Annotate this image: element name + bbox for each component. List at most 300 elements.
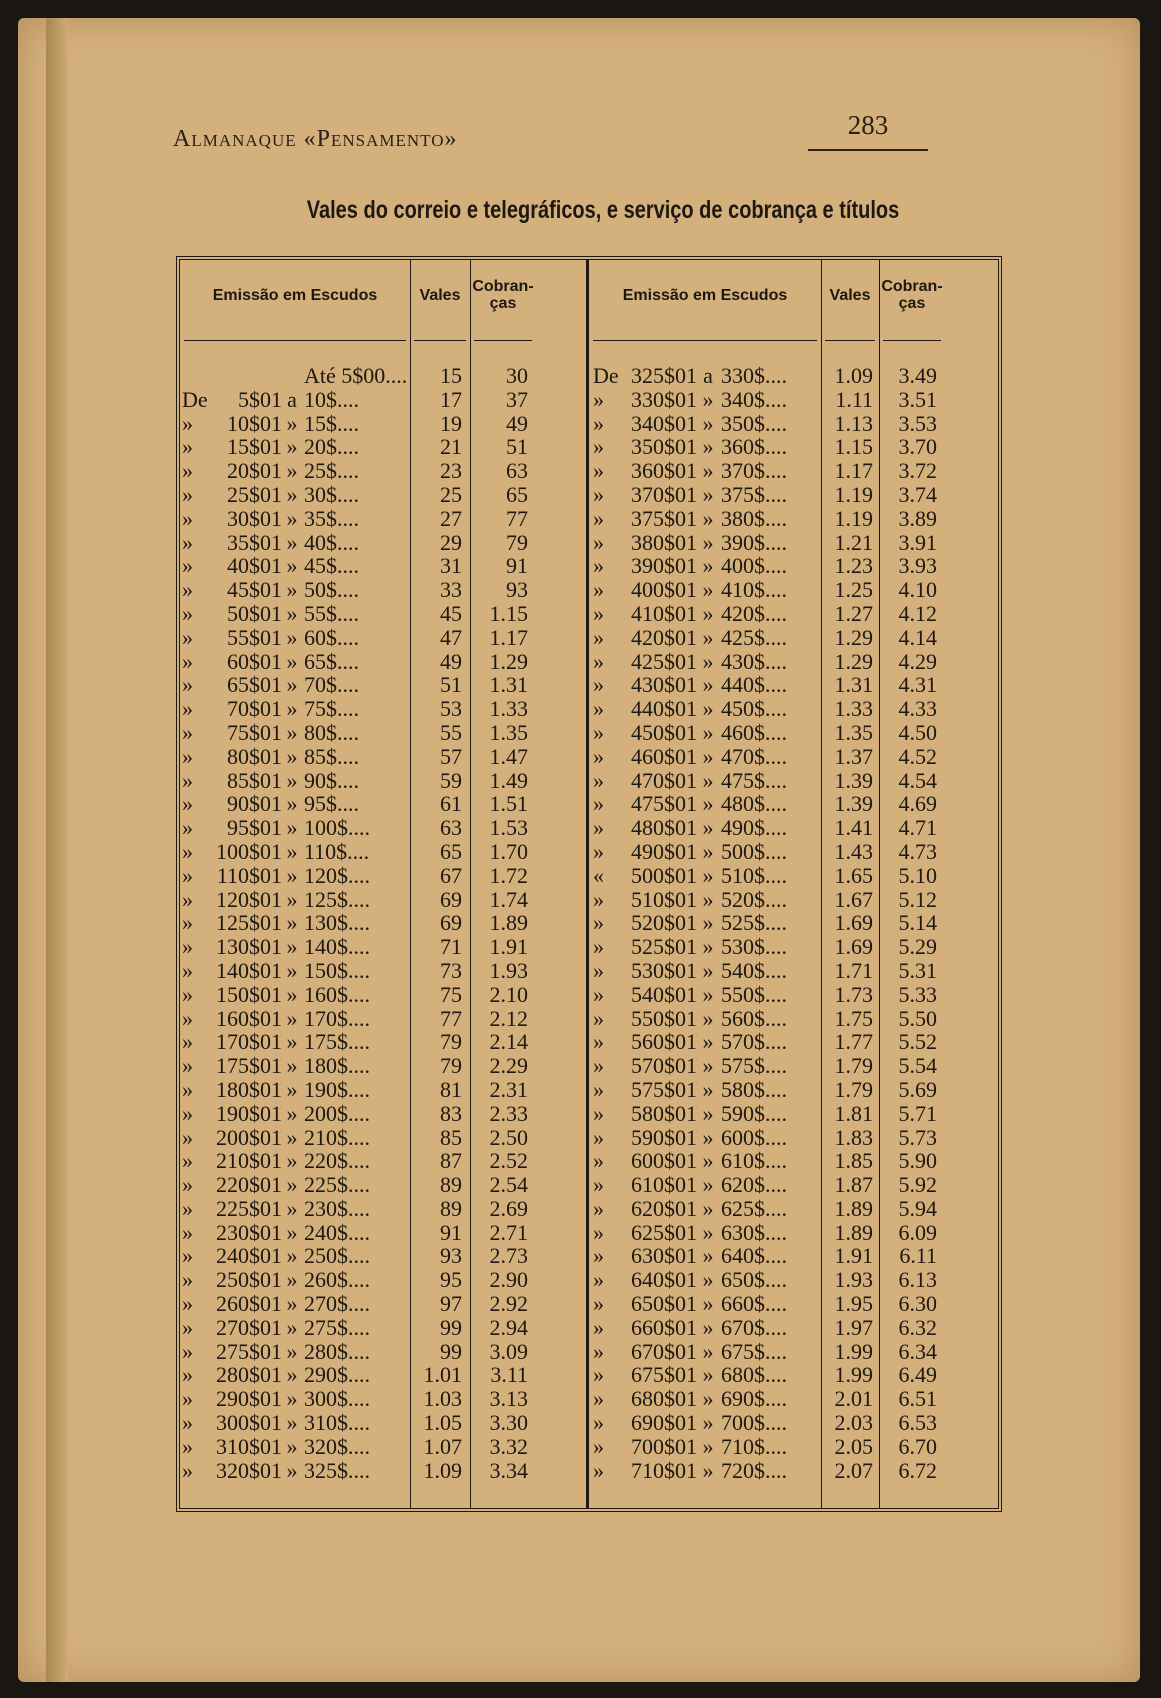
range-prefix: » [182,934,193,960]
range-connector: » [286,981,298,1007]
vales-value: 1.41 [834,815,873,841]
cobrancas-value: 3.51 [898,386,937,412]
range-prefix: » [593,553,604,579]
table-row [589,483,1001,507]
range-to: 500$.... [721,838,787,864]
range-from: 710$01 [631,1457,697,1483]
range-connector: » [702,1100,714,1126]
range-to: 360$.... [721,434,787,460]
table-row [589,1363,1001,1387]
range-to: 30$.... [304,481,359,507]
range-to: 625$.... [721,1195,787,1221]
cobrancas-value: 1.53 [489,815,528,841]
table-row [180,1007,586,1031]
range-prefix: De [182,386,208,412]
vales-value: 45 [440,600,462,626]
range-prefix: » [593,1005,604,1031]
cobrancas-value: 2.31 [489,1076,528,1102]
range-connector: a [287,386,297,412]
vales-value: 1.81 [834,1100,873,1126]
range-to: 140$.... [304,934,370,960]
range-connector: » [702,696,714,722]
range-prefix: » [593,410,604,436]
table-row [180,1411,586,1435]
range-from: 210$01 [216,1148,282,1174]
range-to: 80$.... [304,719,359,745]
range-connector: » [702,458,714,484]
range-from: 700$01 [631,1433,697,1459]
range-from: 440$01 [631,696,697,722]
range-prefix: » [182,1267,193,1293]
table-row [589,840,1001,864]
range-connector: » [702,553,714,579]
range-prefix: » [593,1029,604,1055]
range-from: 65$01 [227,672,282,698]
cobrancas-value: 2.69 [489,1195,528,1221]
col-header-vales: Vales [419,286,461,304]
vales-value: 73 [440,957,462,983]
range-to: 550$.... [721,981,787,1007]
table-row [589,1149,1001,1173]
vales-value: 1.75 [834,1005,873,1031]
range-from: 120$01 [216,886,282,912]
table-row [180,1173,586,1197]
range-prefix: » [182,624,193,650]
range-prefix: » [593,624,604,650]
cobrancas-value: 4.33 [898,696,937,722]
table-row [180,1197,586,1221]
vales-value: 1.01 [423,1362,462,1388]
range-from: 610$01 [631,1172,697,1198]
page-number: 283 [808,110,928,151]
left-rows [180,364,586,1482]
range-prefix: » [593,934,604,960]
range-from: 300$01 [216,1410,282,1436]
range-from: 15$01 [227,434,282,460]
table-row [180,507,586,531]
range-connector: » [702,981,714,1007]
cobrancas-value: 4.73 [898,838,937,864]
table-row [589,578,1001,602]
range-connector: a [703,363,713,388]
range-connector: » [286,458,298,484]
range-connector: » [286,553,298,579]
table-row [589,1221,1001,1245]
table-row [180,1102,586,1126]
range-connector: » [286,1029,298,1055]
vales-value: 1.37 [834,743,873,769]
header-rule [593,340,817,341]
table-row [180,1221,586,1245]
vales-value: 1.69 [834,934,873,960]
vales-value: 1.89 [834,1195,873,1221]
range-to: 325$.... [304,1457,370,1483]
cobrancas-value: 93 [506,577,528,603]
range-from: 130$01 [216,934,282,960]
range-prefix: » [593,648,604,674]
vales-value: 1.03 [423,1386,462,1412]
cobrancas-value: 3.53 [898,410,937,436]
range-to: 180$.... [304,1053,370,1079]
range-prefix: » [182,981,193,1007]
vales-value: 31 [440,553,462,579]
vales-value: 59 [440,767,462,793]
range-to: 490$.... [721,815,787,841]
cobrancas-value: 5.52 [898,1029,937,1055]
vales-value: 1.09 [834,363,873,388]
range-to: 150$.... [304,957,370,983]
cobrancas-value: 6.11 [899,1243,937,1269]
range-connector: » [702,862,714,888]
table-row [180,1244,586,1268]
range-to: 65$.... [304,648,359,674]
range-to: 580$.... [721,1076,787,1102]
table-row [589,745,1001,769]
vales-value: 1.39 [834,791,873,817]
table-right-half [586,260,1001,1508]
range-prefix: » [593,1338,604,1364]
table-row [180,959,586,983]
table-row [180,911,586,935]
range-connector: » [286,648,298,674]
vales-value: 71 [440,934,462,960]
range-to: 570$.... [721,1029,787,1055]
vales-value: 1.87 [834,1172,873,1198]
range-prefix: » [593,1148,604,1174]
range-connector: » [702,386,714,412]
range-connector: » [702,1195,714,1221]
range-connector: » [702,529,714,555]
range-connector: » [286,1386,298,1412]
range-prefix: » [593,1291,604,1317]
range-connector: » [286,600,298,626]
vales-value: 95 [440,1267,462,1293]
range-to: 200$.... [304,1100,370,1126]
range-from: 170$01 [216,1029,282,1055]
cobrancas-value: 77 [506,505,528,531]
table-row [180,1435,586,1459]
vales-value: 49 [440,648,462,674]
table-row [180,935,586,959]
cobrancas-value: 1.51 [489,791,528,817]
range-connector: » [702,1243,714,1269]
range-connector: » [702,957,714,983]
vales-value: 2.03 [834,1410,873,1436]
vales-value: 2.07 [834,1457,873,1483]
range-from: 10$01 [227,410,282,436]
range-to: 480$.... [721,791,787,817]
range-to: 610$.... [721,1148,787,1174]
cobrancas-value: 2.33 [489,1100,528,1126]
table-row [589,1387,1001,1411]
range-from: 650$01 [631,1291,697,1317]
range-connector: » [286,1410,298,1436]
cobrancas-value: 5.71 [898,1100,937,1126]
range-prefix: » [182,719,193,745]
vales-value: 1.67 [834,886,873,912]
cobrancas-value: 6.30 [898,1291,937,1317]
range-from: 330$01 [631,386,697,412]
cobrancas-value: 3.11 [490,1362,528,1388]
table-row [180,1292,586,1316]
cobrancas-value: 4.31 [898,672,937,698]
range-prefix: » [182,458,193,484]
cobrancas-value: 3.91 [898,529,937,555]
range-prefix: » [593,1243,604,1269]
range-prefix: » [593,767,604,793]
book-page [18,18,1140,1682]
cobrancas-value: 5.73 [898,1124,937,1150]
vales-value: 93 [440,1243,462,1269]
cobrancas-value: 3.74 [898,481,937,507]
range-prefix: » [593,577,604,603]
range-connector: » [286,862,298,888]
table-row [589,1268,1001,1292]
range-connector: » [286,910,298,936]
table-row [180,840,586,864]
vales-value: 1.19 [834,505,873,531]
vales-value: 1.15 [834,434,873,460]
range-to: 420$.... [721,600,787,626]
range-prefix: » [593,1219,604,1245]
range-to: 560$.... [721,1005,787,1031]
cobrancas-value: 1.70 [489,838,528,864]
range-connector: » [702,743,714,769]
range-prefix: » [182,434,193,460]
range-to: 330$.... [721,363,787,388]
table-row [589,1078,1001,1102]
range-to: 240$.... [304,1219,370,1245]
range-connector: » [702,577,714,603]
range-to: 600$.... [721,1124,787,1150]
range-connector: » [702,1338,714,1364]
cobrancas-value: 2.29 [489,1053,528,1079]
vales-value: 1.89 [834,1219,873,1245]
range-from: 190$01 [216,1100,282,1126]
range-prefix: » [182,1243,193,1269]
vales-value: 1.33 [834,696,873,722]
table-row [589,983,1001,1007]
table-row [180,483,586,507]
vales-value: 1.17 [834,458,873,484]
table-row [589,721,1001,745]
range-connector: » [286,815,298,841]
range-prefix: » [593,719,604,745]
range-from: 70$01 [227,696,282,722]
table-row [589,959,1001,983]
range-from: 100$01 [216,838,282,864]
table-row [589,1197,1001,1221]
vales-value: 55 [440,719,462,745]
range-connector: » [702,1433,714,1459]
cobrancas-value: 2.92 [489,1291,528,1317]
range-from: 380$01 [631,529,697,555]
range-prefix: » [182,791,193,817]
range-prefix: » [182,481,193,507]
vales-value: 1.43 [834,838,873,864]
cobrancas-value: 1.31 [489,672,528,698]
col-header-cobrancas: Cobran-ças [472,278,534,312]
range-prefix: » [182,838,193,864]
cobrancas-value: 63 [506,458,528,484]
range-from: 225$01 [216,1195,282,1221]
range-from: 410$01 [631,600,697,626]
range-prefix: » [593,743,604,769]
range-prefix: » [593,1172,604,1198]
range-to: 45$.... [304,553,359,579]
table-row [180,745,586,769]
running-header: Almanaque «Pensamento» [173,126,458,152]
range-from: 230$01 [216,1219,282,1245]
vales-value: 89 [440,1172,462,1198]
range-connector: » [286,1291,298,1317]
range-prefix: » [182,1386,193,1412]
range-prefix: » [182,743,193,769]
range-from: 340$01 [631,410,697,436]
range-prefix: » [182,1029,193,1055]
vales-value: 1.79 [834,1076,873,1102]
range-from: 660$01 [631,1314,697,1340]
cobrancas-value: 1.47 [489,743,528,769]
range-prefix: » [593,791,604,817]
vales-value: 1.39 [834,767,873,793]
range-connector: » [286,791,298,817]
table-row [589,888,1001,912]
range-prefix: » [182,1172,193,1198]
table-row [180,1340,586,1364]
table-row [589,673,1001,697]
range-connector: » [702,791,714,817]
table-row [180,1316,586,1340]
range-prefix: » [593,386,604,412]
range-prefix: » [182,1100,193,1126]
range-connector: » [286,1314,298,1340]
vales-value: 1.73 [834,981,873,1007]
vales-value: 69 [440,910,462,936]
vales-value: 1.97 [834,1314,873,1340]
range-from: 320$01 [216,1457,282,1483]
range-from: 270$01 [216,1314,282,1340]
range-to: 40$.... [304,529,359,555]
range-prefix: » [182,577,193,603]
range-to: 400$.... [721,553,787,579]
table-row [589,554,1001,578]
cobrancas-value: 2.10 [489,981,528,1007]
range-from: 675$01 [631,1362,697,1388]
range-to: 450$.... [721,696,787,722]
table-row [180,697,586,721]
range-from: 400$01 [631,577,697,603]
vales-value: 25 [440,481,462,507]
range-connector: » [702,600,714,626]
cobrancas-value: 5.29 [898,934,937,960]
range-to: 170$.... [304,1005,370,1031]
cobrancas-value: 5.90 [898,1148,937,1174]
cobrancas-value: 5.12 [898,886,937,912]
range-prefix: » [593,1362,604,1388]
range-to: 110$.... [304,838,370,864]
range-connector: » [702,481,714,507]
table-row [180,721,586,745]
vales-value: 1.95 [834,1291,873,1317]
range-to: 700$.... [721,1410,787,1436]
range-from: 240$01 [216,1243,282,1269]
vales-value: 1.19 [834,481,873,507]
range-prefix: » [182,957,193,983]
table-row [180,1459,586,1483]
header-rule [414,340,466,341]
table-row [589,1030,1001,1054]
range-prefix: » [182,1076,193,1102]
range-to: 520$.... [721,886,787,912]
table-row [589,1102,1001,1126]
range-to: 300$.... [304,1386,370,1412]
range-connector: » [702,648,714,674]
vales-value: 1.69 [834,910,873,936]
range-from: 620$01 [631,1195,697,1221]
range-prefix: » [182,1338,193,1364]
cobrancas-value: 65 [506,481,528,507]
range-to: 640$.... [721,1243,787,1269]
vales-value: 83 [440,1100,462,1126]
range-connector: » [702,1029,714,1055]
range-prefix: » [593,886,604,912]
range-connector: » [286,934,298,960]
range-from: 500$01 [631,862,697,888]
range-from: 30$01 [227,505,282,531]
vales-value: 99 [440,1338,462,1364]
table-row [180,1149,586,1173]
table-row [180,1078,586,1102]
vales-value: 1.91 [834,1243,873,1269]
vales-value: 69 [440,886,462,912]
cobrancas-value: 6.51 [898,1386,937,1412]
range-prefix: » [182,1433,193,1459]
range-from: 425$01 [631,648,697,674]
range-prefix: » [593,981,604,1007]
header-rule [184,340,406,341]
cobrancas-value: 3.49 [898,363,937,388]
range-from: 375$01 [631,505,697,531]
table-row [589,1316,1001,1340]
range-to: 10$.... [304,386,359,412]
range-prefix: » [182,1053,193,1079]
range-connector: » [702,1457,714,1483]
range-to: 575$.... [721,1053,787,1079]
cobrancas-value: 1.35 [489,719,528,745]
range-prefix: » [593,957,604,983]
cobrancas-value: 1.93 [489,957,528,983]
cobrancas-value: 2.12 [489,1005,528,1031]
table-row [589,697,1001,721]
range-connector: » [702,1410,714,1436]
cobrancas-value: 1.89 [489,910,528,936]
col-header-emission: Emissão em Escudos [622,286,788,304]
cobrancas-value: 3.09 [489,1338,528,1364]
range-prefix: » [593,1124,604,1150]
range-connector: » [286,529,298,555]
cobrancas-value: 1.17 [489,624,528,650]
cobrancas-value: 1.33 [489,696,528,722]
range-connector: » [702,624,714,650]
table-row [589,626,1001,650]
vales-value: 1.27 [834,600,873,626]
vales-value: 53 [440,696,462,722]
table-left-half [180,260,586,1508]
cobrancas-value: 3.32 [489,1433,528,1459]
range-connector: » [702,1053,714,1079]
vales-value: 1.05 [423,1410,462,1436]
